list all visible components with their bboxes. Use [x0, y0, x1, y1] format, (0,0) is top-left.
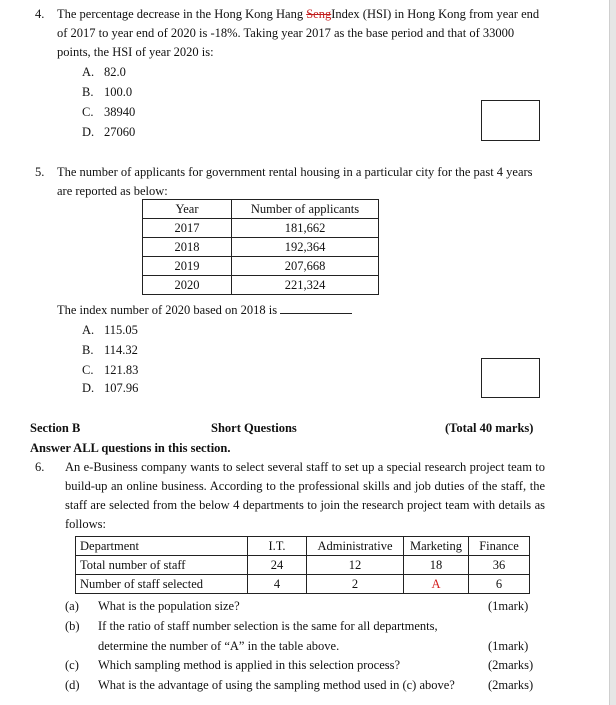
q5-prompt — [57, 301, 352, 320]
q4-option-c-letter: C. — [82, 105, 94, 119]
section-total-marks: (Total 40 marks) — [445, 421, 534, 435]
table-header-row — [143, 200, 379, 219]
table-row — [76, 575, 530, 594]
table-cell-year: 2020 — [143, 276, 232, 295]
q4-option-b-letter: B. — [82, 85, 94, 99]
table-cell-applicants: 221,324 — [232, 276, 379, 295]
section-instruction: Answer ALL questions in this section. — [30, 441, 231, 455]
table-cell-applicants: 192,364 — [232, 238, 379, 257]
q6-part-c-text: Which sampling method is applied in this selection process? — [98, 658, 401, 672]
table-cell-applicants: 207,668 — [232, 257, 379, 276]
table-row — [143, 219, 379, 238]
table-cell: 12 — [307, 556, 404, 575]
table-cell: 6 — [469, 575, 530, 594]
q4-option-d-value: 27060 — [104, 125, 136, 139]
q6-part-d-text: What is the advantage of using the sampling method used in (c) above? — [98, 678, 455, 692]
q6-part-a-marks: (1mark) — [488, 599, 529, 613]
q5-option-d-letter: D. — [82, 381, 95, 395]
q4-option-b-value: 100.0 — [104, 85, 133, 99]
table-header-it: I.T. — [248, 537, 307, 556]
q6-part-b-text-line2: determine the number of “A” in the table above. — [98, 639, 340, 653]
q4-option-a-value: 82.0 — [104, 65, 126, 79]
table-cell: 36 — [469, 556, 530, 575]
table-row — [143, 276, 379, 295]
question-6-text: An e-Business company wants to select several staff to set up a special research project team to build-up an online business. According to the professional skills and job duties of the staff, the staff are selected from the below 4 departments to join the research project team with details as follows: — [65, 460, 545, 531]
table-header-department: Department — [76, 537, 248, 556]
table-header-administrative: Administrative — [307, 537, 404, 556]
q5-option-b-value: 114.32 — [104, 343, 138, 357]
table-header-finance: Finance — [469, 537, 530, 556]
question-4-text-after: Index (HSI) in Hong Kong from year end of 2017 to year end of 2020 is -18%. Taking year 2017 as the base period and that of 33000 points, the HSI of year 2020 is: — [57, 7, 540, 59]
page-edge-shadow — [609, 0, 616, 705]
table-cell-applicants: 181,662 — [232, 219, 379, 238]
table-row-label: Number of staff selected — [76, 575, 248, 594]
q5-option-c-letter: C. — [82, 363, 94, 377]
question-6-number: 6. — [35, 460, 45, 474]
question-4-text-before: The percentage decrease in the Hong Kong Hang — [57, 7, 307, 21]
table-row — [143, 238, 379, 257]
question-4-text — [57, 5, 545, 62]
table-row-label: Total number of staff — [76, 556, 248, 575]
table-cell-unknown-a: A — [404, 575, 469, 594]
q5-option-a-letter: A. — [82, 323, 95, 337]
department-table — [75, 536, 530, 594]
q5-option-b-letter: B. — [82, 343, 94, 357]
q6-part-c-label: (c) — [65, 658, 79, 672]
q6-part-c-marks: (2marks) — [488, 658, 534, 672]
table-header-row — [76, 537, 530, 556]
table-cell-year: 2018 — [143, 238, 232, 257]
table-cell: 2 — [307, 575, 404, 594]
question-4-struck-word: Seng — [306, 7, 332, 21]
table-row — [76, 556, 530, 575]
table-cell: 4 — [248, 575, 307, 594]
table-header-applicants: Number of applicants — [232, 200, 379, 219]
table-cell-year: 2017 — [143, 219, 232, 238]
q5-answer-box[interactable] — [481, 358, 540, 398]
q4-option-a-letter: A. — [82, 65, 95, 79]
question-4-number: 4. — [35, 7, 45, 21]
applicants-table — [142, 199, 379, 295]
q5-option-a-value: 115.05 — [104, 323, 138, 337]
q5-prompt-text: The index number of 2020 based on 2018 is — [57, 303, 278, 317]
q5-option-c-value: 121.83 — [104, 363, 139, 377]
q6-part-a-label: (a) — [65, 599, 79, 613]
question-5-text: The number of applicants for government rental housing in a particular city for the past 4 years are reported as below: — [57, 165, 533, 198]
q5-option-d-value: 107.96 — [104, 381, 139, 395]
q4-option-c-value: 38940 — [104, 105, 136, 119]
q4-option-d-letter: D. — [82, 125, 95, 139]
q4-answer-box[interactable] — [481, 100, 540, 141]
q6-part-b-marks: (1mark) — [488, 639, 529, 653]
table-cell-year: 2019 — [143, 257, 232, 276]
question-5-number: 5. — [35, 165, 45, 179]
section-label: Section B — [30, 421, 81, 435]
table-header-marketing: Marketing — [404, 537, 469, 556]
q5-answer-blank[interactable] — [280, 301, 352, 314]
q6-part-d-marks: (2marks) — [488, 678, 534, 692]
table-cell: 24 — [248, 556, 307, 575]
q6-part-b-text: If the ratio of staff number selection is the same for all departments, — [98, 619, 438, 633]
q6-part-d-label: (d) — [65, 678, 80, 692]
table-row — [143, 257, 379, 276]
q6-part-a-text: What is the population size? — [98, 599, 240, 613]
table-header-year: Year — [143, 200, 232, 219]
q6-part-b-label: (b) — [65, 619, 80, 633]
section-title: Short Questions — [211, 421, 297, 435]
table-cell: 18 — [404, 556, 469, 575]
